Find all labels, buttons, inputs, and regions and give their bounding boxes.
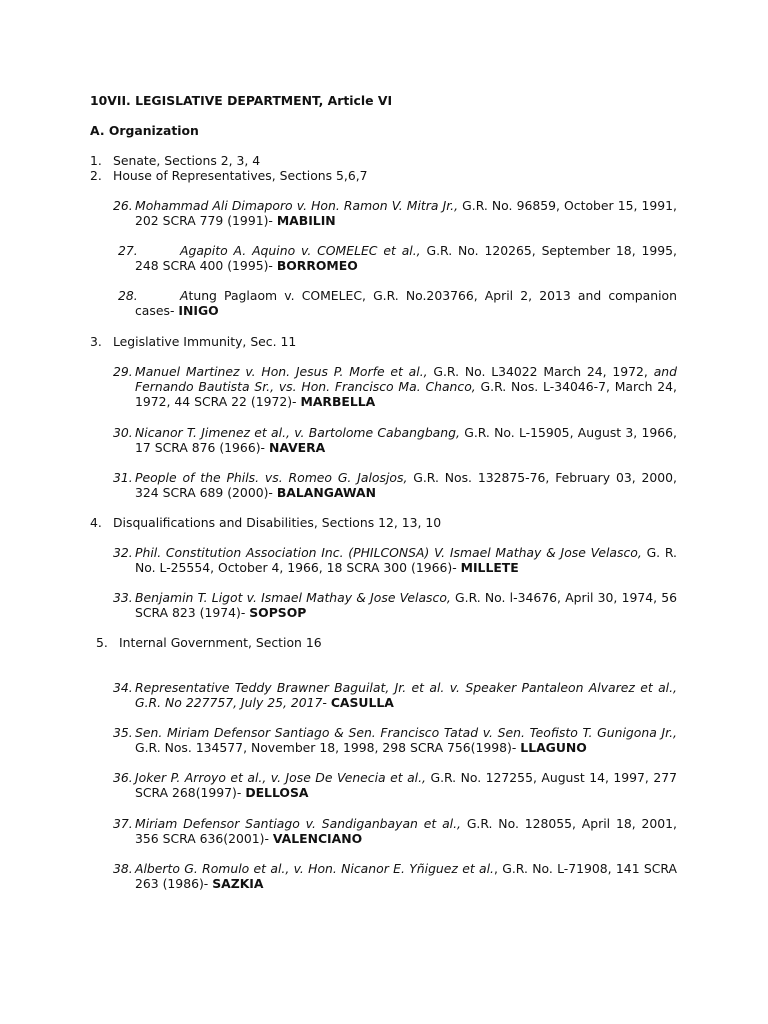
case-title: Phil. Constitution Association Inc. (PHILCONSA) V. Ismael Mathay & Jose Velasco, — [135, 545, 642, 560]
student-name: NAVERA — [268, 440, 326, 455]
student-name: SOPSOP — [249, 605, 307, 620]
case-citation — [135, 545, 677, 575]
case-number: 32. — [113, 545, 133, 560]
section-label: Legislative Immunity, Sec. 11 — [113, 334, 297, 349]
case-citation — [135, 770, 677, 800]
case-reference: G.R. No. 128055, April 18, 2001, 356 SCRA 636(2001)- — [135, 816, 677, 846]
case-title: Benjamin T. Ligot v. Ismael Mathay & Jose Velasco, — [135, 590, 451, 605]
case-number: 33. — [113, 590, 133, 605]
case-title: Agapito A. Aquino v. COMELEC et al., — [180, 243, 421, 258]
section-number: 2. — [90, 168, 102, 183]
section-number: 4. — [90, 515, 102, 530]
case-citation — [135, 243, 677, 273]
case-title: Alberto G. Romulo et al., v. Hon. Nicanor E. Yñiguez et al. — [135, 861, 494, 876]
case-citation — [135, 198, 677, 228]
student-name: MILLETE — [460, 560, 519, 575]
case-citation — [135, 470, 677, 500]
student-name: LLAGUNO — [520, 740, 587, 755]
section-number: 5. — [96, 635, 108, 650]
student-name: SAZKIA — [212, 876, 264, 891]
case-citation — [135, 590, 677, 620]
case-citation — [135, 425, 677, 455]
student-name: BORROMEO — [276, 258, 358, 273]
case-reference: G. R. No. L-25554, October 4, 1966, 18 SCRA 300 (1966)- — [135, 545, 677, 575]
case-citation — [135, 816, 677, 846]
case-reference: G.R. No. 120265, September 18, 1995, 248 SCRA 400 (1995)- — [135, 243, 677, 273]
case-reference: G.R. No. L-15905, August 3, 1966, 17 SCRA 876 (1966)- — [135, 425, 677, 455]
section-label: Senate, Sections 2, 3, 4 — [113, 153, 261, 168]
student-name: BALANGAWAN — [276, 485, 376, 500]
case-title: Nicanor T. Jimenez et al., v. Bartolome Cabangbang, — [135, 425, 460, 440]
case-number: 38. — [113, 861, 133, 876]
student-name: CASULLA — [330, 695, 394, 710]
case-title: Mohammad Ali Dimaporo v. Hon. Ramon V. Mitra Jr., — [135, 198, 459, 213]
case-citation — [135, 680, 677, 710]
student-name: DELLOSA — [245, 785, 309, 800]
case-reference: G.R. No. 127255, August 14, 1997, 277 SCRA 268(1997)- — [135, 770, 677, 800]
case-reference-second: G.R. Nos. L-34046-7, March 24, 1972, 44 SCRA 22 (1972)- — [135, 379, 677, 409]
student-name: MABILIN — [276, 213, 336, 228]
case-reference: tung Paglaom v. COMELEC, G.R. No.203766, April 2, 2013 and companion cases- — [135, 288, 677, 318]
case-number: 31. — [113, 470, 133, 485]
case-number: 35. — [113, 725, 133, 740]
case-reference: G.R. No. 96859, October 15, 1991, 202 SCRA 779 (1991)- — [135, 198, 677, 228]
case-number: 36. — [113, 770, 133, 785]
student-name: INIGO — [178, 303, 219, 318]
case-citation — [135, 725, 677, 755]
case-citation — [135, 861, 677, 891]
case-reference: G.R. No. L34022 March 24, 1972, — [427, 364, 654, 379]
case-title-second: and Fernando Bautista Sr., vs. Hon. Francisco Ma. Chanco, — [135, 364, 677, 394]
case-number: 28. — [118, 288, 138, 303]
case-reference: G.R. No. l-34676, April 30, 1974, 56 SCRA 823 (1974)- — [135, 590, 678, 620]
case-number: 30. — [113, 425, 133, 440]
section-label: House of Representatives, Sections 5,6,7 — [113, 168, 368, 183]
case-reference: G.R. Nos. 134577, November 18, 1998, 298 SCRA 756(1998)- — [135, 740, 521, 755]
case-number: 34. — [113, 680, 133, 695]
case-title: Representative Teddy Brawner Baguilat, Jr. et al. v. Speaker Pantaleon Alvarez et al., G.R. No 227757, July 25, 2017- — [135, 680, 677, 710]
case-title: Joker P. Arroyo et al., v. Jose De Venecia et al., — [135, 770, 426, 785]
case-title: People of the Phils. vs. Romeo G. Jalosjos, — [135, 470, 408, 485]
case-title: A — [180, 288, 189, 303]
case-number: 26. — [113, 198, 133, 213]
student-name: MARBELLA — [300, 394, 376, 409]
page-heading: 10VII. LEGISLATIVE DEPARTMENT, Article VI — [90, 93, 393, 108]
case-reference: , G.R. No. L-71908, 141 SCRA 263 (1986)- — [135, 861, 677, 891]
case-citation — [135, 288, 677, 318]
case-number: 29. — [113, 364, 133, 379]
section-number: 3. — [90, 334, 102, 349]
section-heading: A. Organization — [90, 123, 199, 138]
section-label: Disqualifications and Disabilities, Sections 12, 13, 10 — [113, 515, 442, 530]
case-title: Sen. Miriam Defensor Santiago & Sen. Francisco Tatad v. Sen. Teofisto T. Gunigona Jr., — [135, 725, 677, 740]
student-name: VALENCIANO — [272, 831, 363, 846]
case-citation — [135, 364, 677, 409]
section-number: 1. — [90, 153, 102, 168]
case-title: Manuel Martinez v. Hon. Jesus P. Morfe et al., — [135, 364, 428, 379]
case-number: 37. — [113, 816, 133, 831]
case-title: Miriam Defensor Santiago v. Sandiganbayan et al., — [135, 816, 461, 831]
section-label: Internal Government, Section 16 — [119, 635, 322, 650]
case-number: 27. — [118, 243, 138, 258]
case-reference: G.R. Nos. 132875-76, February 03, 2000, 324 SCRA 689 (2000)- — [135, 470, 677, 500]
